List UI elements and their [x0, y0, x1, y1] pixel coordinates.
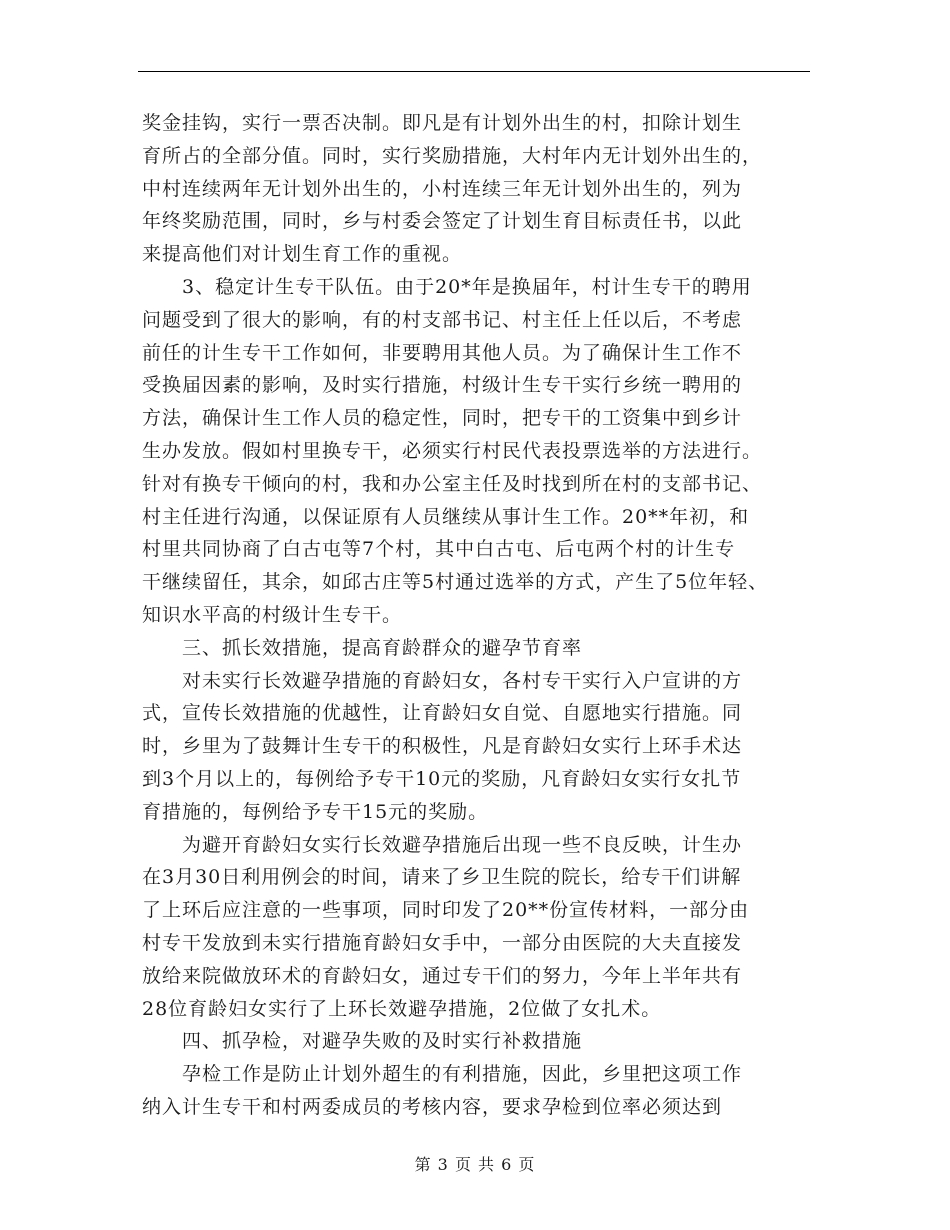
text-line: 到3个月以上的，每例给予专干10元的奖励，凡育龄妇女实行女扎节: [142, 767, 742, 790]
text-line: 放给来院做放环术的育龄妇女，通过专干们的努力，今年上半年共有: [142, 964, 743, 987]
text-line: 年终奖励范围，同时，乡与村委会签定了计划生育目标责任书，以此: [142, 210, 743, 233]
text-line: 纳入计生专干和村两委成员的考核内容，要求孕检到位率必须达到: [142, 1095, 723, 1118]
header-rule: [138, 71, 810, 72]
text-line: 式，宣传长效措施的优越性，让育龄妇女自觉、自愿地实行措施。同: [142, 702, 743, 725]
text-line: 方法，确保计生工作人员的稳定性，同时，把专干的工资集中到乡计: [142, 407, 743, 430]
text-line: 干继续留任，其余，如邱古庄等5村通过选举的方式，产生了5位年轻、: [142, 571, 769, 594]
text-line: 28位育龄妇女实行了上环长效避孕措施，2位做了女扎术。: [142, 997, 662, 1020]
page-footer: [0, 1152, 950, 1175]
text-line: 知识水平高的村级计生专干。: [142, 603, 403, 626]
text-line: 孕检工作是防止计划外超生的有利措施，因此，乡里把这项工作: [182, 1063, 743, 1086]
document-body: [142, 107, 810, 1124]
text-line: 来提高他们对计划生育工作的重视。: [142, 243, 463, 266]
text-line: 村主任进行沟通，以保证原有人员继续从事计生工作。20**年初，和: [142, 505, 750, 528]
text-line: 村专干发放到未实行措施育龄妇女手中，一部分由医院的大夫直接发: [142, 931, 743, 954]
text-line: 受换届因素的影响，及时实行措施，村级计生专干实行乡统一聘用的: [142, 374, 743, 397]
text-line: 时，乡里为了鼓舞计生专干的积极性，凡是育龄妇女实行上环手术达: [142, 735, 743, 758]
text-line: 前任的计生专干工作如何，非要聘用其他人员。为了确保计生工作不: [142, 341, 743, 364]
page-number-label: 第 3 页 共 6 页: [414, 1155, 536, 1174]
text-line: 在3月30日利用例会的时间，请来了乡卫生院的院长，给专干们讲解: [142, 866, 742, 889]
text-line: 生办发放。假如村里换专干，必须实行村民代表投票选举的方法进行。: [142, 439, 763, 462]
text-line: 3、稳定计生专干队伍。由于20*年是换届年，村计生专干的聘用: [182, 275, 752, 298]
text-line: 村里共同协商了白古屯等7个村，其中白古屯、后屯两个村的计生专: [142, 538, 736, 561]
text-line: 三、抓长效措施，提高育龄群众的避孕节育率: [182, 636, 583, 659]
text-line: 对未实行长效避孕措施的育龄妇女，各村专干实行入户宣讲的方: [182, 669, 743, 692]
text-line: 针对有换专干倾向的村，我和办公室主任及时找到所在村的支部书记、: [142, 472, 763, 495]
text-line: 四、抓孕检，对避孕失败的及时实行补救措施: [182, 1030, 583, 1053]
text-line: 问题受到了很大的影响，有的村支部书记、村主任上任以后，不考虑: [142, 308, 743, 331]
text-line: 育措施的，每例给予专干15元的奖励。: [142, 800, 489, 823]
text-line: 中村连续两年无计划外出生的，小村连续三年无计划外出生的，列为: [142, 177, 743, 200]
text-line: 了上环后应注意的一些事项，同时印发了20**份宣传材料，一部分由: [142, 899, 750, 922]
text-line: 为避开育龄妇女实行长效避孕措施后出现一些不良反映，计生办: [182, 833, 743, 856]
text-line: 育所占的全部分值。同时，实行奖励措施，大村年内无计划外出生的，: [142, 144, 763, 167]
text-line: 奖金挂钩，实行一票否决制。即凡是有计划外出生的村，扣除计划生: [142, 112, 743, 134]
